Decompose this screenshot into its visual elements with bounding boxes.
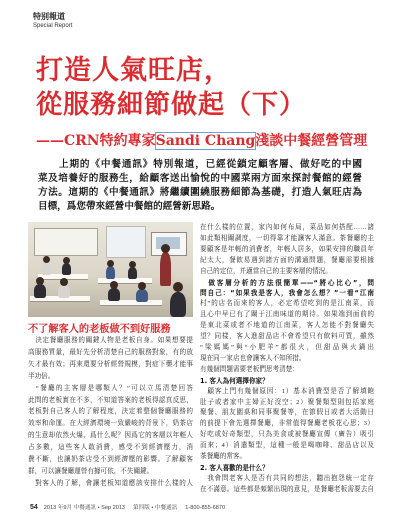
body-text-line: 紀太大，餐飲易遇到諸方面的溝通問題，餐廳需要根據 [200, 256, 374, 264]
page-footer [30, 503, 233, 511]
body-text-line: 占多數，這些客人敢消費，感受不到經濟壓力，消 [28, 444, 193, 452]
body-text-line: 顧客上門有幾個原因：1）基本消費型是否了解填飽 [200, 387, 374, 395]
presenter [160, 252, 171, 286]
body-text-line: 的生意却依然火爆，爲什么呢？因爲它的客層以年輕人 [28, 432, 193, 440]
body-text-line: 對客人的了解，會讓老板知道應該安排什么樣的人 [28, 479, 193, 487]
body-text-line: 在什么樣的位置，家內如何布局，菜品如何搭配……諸 [200, 224, 374, 231]
author-name: Sandi Chang [155, 133, 256, 149]
article-title-line-2: 從服務細節做起（下） [36, 90, 307, 120]
left-column [28, 335, 193, 490]
intro-line: 方法。這期的《中餐通訊》將繼續圍繞服務細節為基礎，打造人氣旺店為 [38, 187, 362, 198]
body-text-line: 的前提下會先選擇餐廳，非常值得餐廳老板花心思；3） [200, 420, 374, 428]
footer-phone: 1-800-855-6870 [185, 505, 226, 511]
body-text-line: 決定餐廳服務的關鍵人物是老板自身。如果想要提 [28, 337, 193, 344]
classroom-photo [28, 222, 193, 317]
subtitle-suffix: 淺談中餐經營管理 [255, 133, 368, 149]
body-text-line: 自己的定位，并適當自己的主要客層的情況。 [200, 267, 332, 275]
intro-line: 目標，爲您帶來經營中餐館的經營新思路。 [38, 201, 221, 212]
body-text-line: 肚子或者家中主婦正好沒空；2）聚餐類型則包括家庭 [200, 398, 374, 406]
attendee [108, 288, 120, 301]
section-heading: 不了解客人的老板做不到好服務 [28, 324, 171, 335]
body-text-line: 做客層分析的方法很簡單——“將心比心”，問 [200, 278, 374, 287]
body-text-line: 而來；4）消遣類型，這種一般是喝咖啡、甜品店以及 [200, 442, 374, 450]
attendee-head [36, 277, 44, 285]
presenter-head [161, 244, 170, 253]
attendee-head [60, 278, 68, 286]
intro-paragraph [38, 158, 362, 214]
attendee-head [138, 282, 146, 290]
article-title-line-1: 打造人氣旺店， [36, 55, 232, 86]
body-text-line: 茶餐廳的常客。 [200, 453, 247, 461]
body-text-line: “梁媽媽”與“小肥羊”都很火，但甜品與火鍋出 [200, 343, 374, 351]
body-text-line: 2. 客人喜歡的是什么？ [200, 463, 269, 472]
body-text-line: 老板對自己客人的了解程度，決定着整個餐廳服務的 [28, 408, 193, 416]
attendee [42, 262, 51, 275]
body-text-line: 在不滿意。這些都是頻繁出現的意見，是餐廳老板需要去自 [200, 485, 374, 493]
body-text-line: 1. 客人為何選擇你家？ [200, 376, 269, 385]
attendee [34, 284, 46, 298]
body-text-line: 且心中早已有了關于江南味道的期待。如果端到面前的 [200, 311, 374, 319]
body-text-line: 矢才最有效；再來還要分析經營規模，對症下藥才能事 [28, 360, 193, 368]
body-text-line: 高服務質量，最好先分析清楚自己的服務對象，有的放 [28, 348, 193, 356]
whiteboard [34, 228, 98, 256]
body-text-line: 現在同一家店也會讓客人不知所措。 [200, 354, 306, 362]
body-text-line: 望？同樣，客人進甜品店不會希望只有飲料可買，雖然 [200, 333, 374, 341]
subtitle-prefix: ——CRN特約專家 [36, 133, 156, 149]
attendee [106, 266, 115, 279]
body-text-line: 我會問老客人是否有共同的想法，聽出抱怨統一定存 [200, 474, 374, 482]
body-text-line: “餐廳的主客層是哪類人？”可以立馬清楚回答 [28, 384, 193, 392]
attendee [128, 267, 137, 279]
intro-line: 上期的《中餐通訊》特別報道，已經從鎖定顧客層、做好吃的中國 [38, 159, 362, 170]
attendee-head [43, 256, 50, 263]
attendee [170, 292, 186, 317]
attendee [136, 289, 148, 302]
attendee [58, 285, 70, 298]
attendee-head [107, 260, 114, 267]
footer-date: 2013 年9月 中餐通訊 • Sep 2013 [43, 505, 126, 511]
window [106, 226, 146, 258]
intro-line: 菜及培養好的服務生，給顧客送出愉悅的中國菜兩方面來探討餐館的經營 [38, 173, 362, 184]
body-text-line: 此問的老板實在不多，不知道答案的老板得認真反思， [28, 396, 193, 404]
body-text-line: 效率和命運。在大經濟環境一致嚴峻的背景下，奶茶店 [28, 420, 193, 428]
article-subtitle [36, 130, 367, 150]
body-text-line: 要顧客是年輕的消費者，年輕人居多，如果安排的職員年 [200, 245, 374, 253]
body-text-line: 如此類相關調度，一切得靠才能讓客人滿意。茶餐廳的主 [200, 234, 374, 242]
attendee-head [129, 261, 136, 268]
footer-edition: 第四版 • 中餐通訊 [133, 505, 178, 511]
right-column [200, 223, 374, 496]
body-text-line: 是東北菜或者不地道的江南菜，客人怎能不對餐廳失 [200, 322, 374, 330]
attendee-head [173, 282, 183, 292]
section-label: 特别報道 [33, 12, 65, 21]
body-text-line: 村”的店名而來的客人，必定希望吃到的是江南菜，而 [200, 300, 374, 308]
attendee-head [63, 257, 70, 264]
section-label-english: Special Report [33, 23, 73, 29]
body-text-line: 費不斷，也讓奶茶店受不到經濟壓的影響。了解顧客 [28, 456, 193, 464]
body-text-line: 聚餐、朋友圍桌和同事聚餐等，在節假日或者大活動日 [200, 409, 374, 417]
body-text-line: 有幾個問題需要老板們思考清楚： [200, 365, 299, 373]
attendee-head [110, 281, 118, 289]
projection-screen [151, 232, 187, 256]
page-number: 54 [30, 504, 38, 511]
body-text-line: 群，可以讓餐廳運營有據可依，不失關鍵。 [28, 467, 154, 475]
body-text-line: 半功倍。 [28, 372, 55, 380]
attendee [62, 263, 71, 275]
body-text-line: 好吃或好奇類型，只為美食或被餐廳宣傳（廣告）吸引 [200, 431, 374, 439]
body-text-line: 問自己：“如果我是客人，我會怎么想？”一看“江南 [200, 289, 374, 298]
